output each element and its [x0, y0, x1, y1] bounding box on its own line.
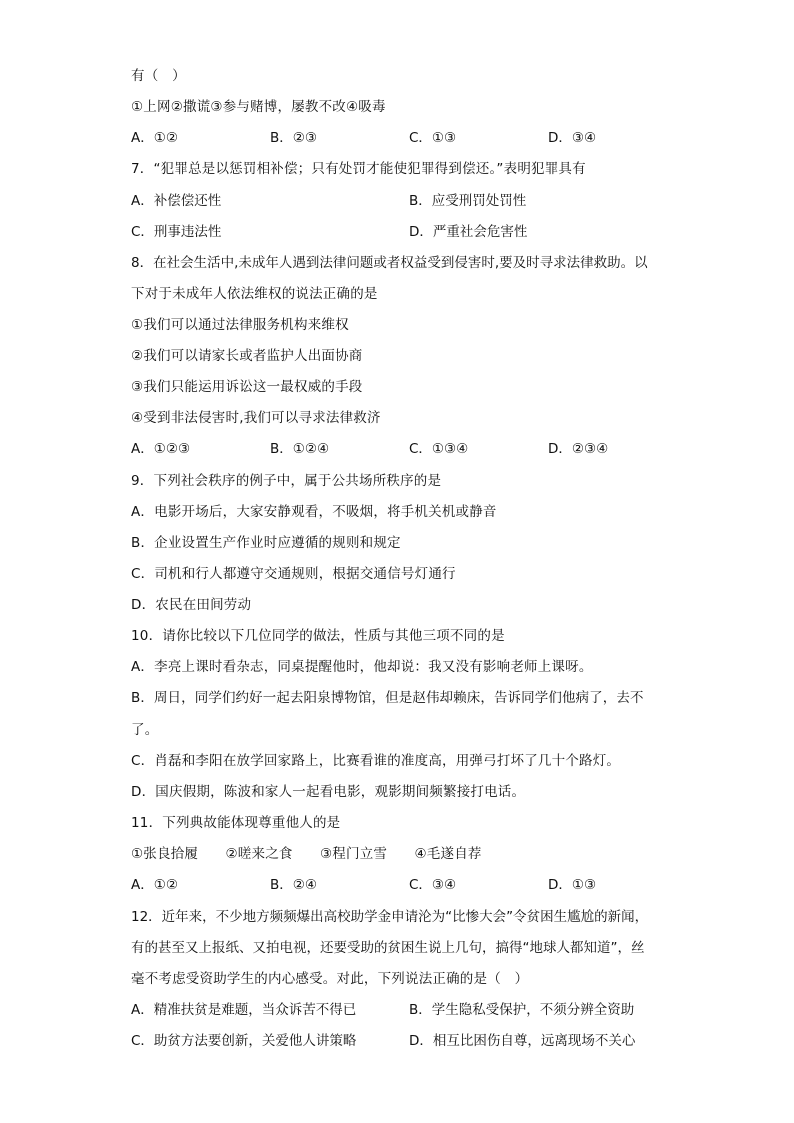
- q11-option-c: C．③④: [409, 877, 457, 893]
- question-11-stem: 11．下列典故能体现尊重他人的是: [131, 815, 341, 831]
- q12-option-d: D．相互比困伤自尊，远离现场不关心: [409, 1033, 636, 1049]
- q7-option-a: A．补偿偿还性: [131, 193, 222, 209]
- q12-option-b: B．学生隐私受保护，不须分辨全资助: [409, 1002, 635, 1018]
- question-11-items: ①张良拾履 ②嗟来之食 ③程门立雪 ④毛遂自荐: [131, 846, 482, 862]
- question-7-stem: 7．“犯罪总是以惩罚相补偿；只有处罚才能使犯罪得到偿还。”表明犯罪具有: [131, 161, 586, 177]
- question-6-items: ①上网②撒谎③参与赌博，屡教不改④吸毒: [131, 99, 386, 115]
- question-10-stem: 10．请你比较以下几位同学的做法，性质与其他三项不同的是: [131, 628, 505, 644]
- q6-option-c: C．①③: [409, 130, 457, 146]
- q8-option-b: B．①②④: [270, 441, 330, 457]
- q11-option-d: D．①③: [548, 877, 597, 893]
- q8-option-c: C．①③④: [409, 441, 469, 457]
- q7-option-c: C．刑事违法性: [131, 224, 222, 240]
- q8-option-d: D．②③④: [548, 441, 609, 457]
- q10-option-d: D．国庆假期，陈波和家人一起看电影，观影期间频繁接打电话。: [131, 784, 526, 800]
- q12-option-a: A．精准扶贫是难题，当众诉苦不得已: [131, 1002, 357, 1018]
- q10-option-c: C．肖磊和李阳在放学回家路上，比赛看谁的准度高，用弹弓打坏了几十个路灯。: [131, 753, 621, 769]
- question-8-statement-1: ①我们可以通过法律服务机构来维权: [131, 317, 349, 333]
- question-8-statement-2: ②我们可以请家长或者监护人出面协商: [131, 348, 363, 364]
- question-12-stem-3: 毫不考虑受资助学生的内心感受。对此，下列说法正确的是（ ）: [131, 971, 529, 987]
- question-8-stem-1: 8．在社会生活中,未成年人遇到法律问题或者权益受到侵害时,要及时寻求法律救助。以: [131, 255, 648, 271]
- q7-option-d: D．严重社会危害性: [409, 224, 528, 240]
- question-8-stem-2: 下对于未成年人依法维权的说法正确的是: [131, 286, 378, 302]
- q11-option-a: A．①②: [131, 877, 178, 893]
- q9-option-b: B．企业设置生产作业时应遵循的规则和规定: [131, 535, 401, 551]
- q8-option-a: A．①②③: [131, 441, 191, 457]
- question-6-stem-end: 有（ ）: [131, 68, 186, 84]
- q6-option-b: B．②③: [270, 130, 317, 146]
- q9-option-d: D．农民在田间劳动: [131, 597, 252, 613]
- q6-option-a: A．①②: [131, 130, 178, 146]
- q10-option-b-line-1: B．周日，同学们约好一起去阳泉博物馆，但是赵伟却赖床，告诉同学们他病了，去不: [131, 690, 644, 706]
- q11-option-b: B．②④: [270, 877, 317, 893]
- q6-option-d: D．③④: [548, 130, 597, 146]
- question-8-statement-3: ③我们只能运用诉讼这一最权威的手段: [131, 379, 363, 395]
- q12-option-c: C．助贫方法要创新，关爱他人讲策略: [131, 1033, 357, 1049]
- q9-option-c: C．司机和行人都遵守交通规则，根据交通信号灯通行: [131, 566, 456, 582]
- q9-option-a: A．电影开场后，大家安静观看，不吸烟，将手机关机或静音: [131, 504, 497, 520]
- question-12-stem-1: 12．近年来，不少地方频频爆出高校助学金申请沦为“比惨大会”令贫困生尴尬的新闻，: [131, 909, 649, 925]
- q10-option-a: A．李亮上课时看杂志，同桌提醒他时，他却说：我又没有影响老师上课呀。: [131, 659, 593, 675]
- question-12-stem-2: 有的甚至又上报纸、又拍电视，还要受助的贫困生说上几句，搞得“地球人都知道”，丝: [131, 940, 645, 956]
- question-9-stem: 9．下列社会秩序的例子中，属于公共场所秩序的是: [131, 473, 442, 489]
- question-8-statement-4: ④受到非法侵害时,我们可以寻求法律救济: [131, 410, 381, 426]
- q7-option-b: B．应受刑罚处罚性: [409, 193, 527, 209]
- q10-option-b-line-2: 了。: [131, 722, 159, 738]
